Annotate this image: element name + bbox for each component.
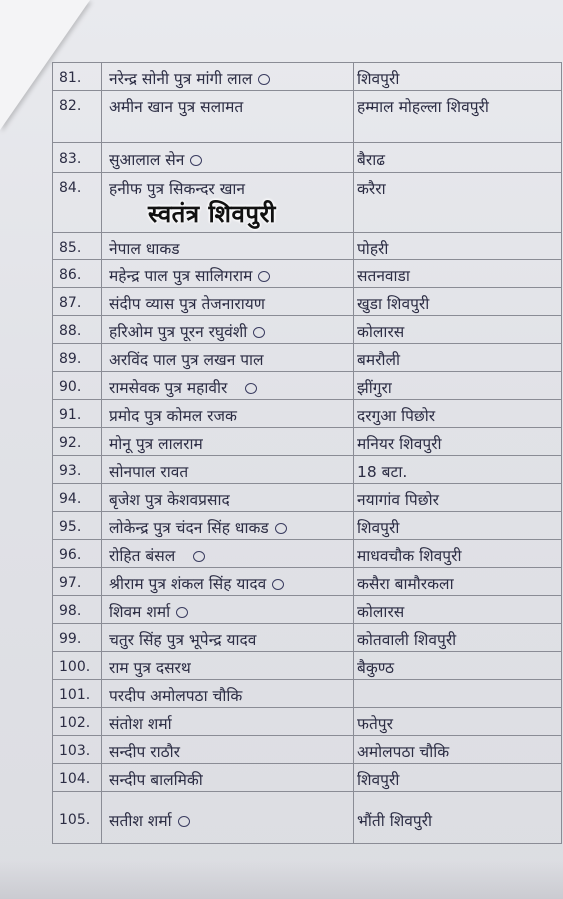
column-divider xyxy=(353,63,354,90)
serial-number: 85. xyxy=(59,240,82,256)
hand-drawn-circle-mark xyxy=(275,523,287,534)
person-name-text: हरिओम पुत्र पूरन रघुवंशी xyxy=(109,323,248,341)
person-name-text: हनीफ पुत्र सिकन्दर खान xyxy=(109,180,245,198)
table-row xyxy=(53,343,561,371)
person-name xyxy=(109,809,190,831)
serial-number: 91. xyxy=(59,407,82,423)
column-divider xyxy=(101,372,102,399)
person-name-text: अरविंद पाल पुत्र लखन पाल xyxy=(109,351,264,369)
person-name xyxy=(109,95,243,117)
place-name: शिवपुरी xyxy=(357,519,400,537)
person-name xyxy=(109,237,180,259)
table-row xyxy=(53,455,561,483)
column-divider xyxy=(101,736,102,763)
column-divider xyxy=(101,764,102,791)
column-divider xyxy=(353,624,354,651)
serial-number: 89. xyxy=(59,351,82,367)
column-divider xyxy=(101,91,102,142)
table-row xyxy=(53,427,561,455)
column-divider xyxy=(353,344,354,371)
column-divider xyxy=(101,63,102,90)
column-divider xyxy=(353,568,354,595)
table-row xyxy=(53,511,561,539)
serial-number: 81. xyxy=(59,70,82,86)
column-divider xyxy=(353,708,354,735)
table-row xyxy=(53,707,561,735)
column-divider xyxy=(101,288,102,315)
person-name-text: शिवम शर्मा xyxy=(109,603,171,621)
column-divider xyxy=(353,652,354,679)
person-name-text: महेन्द्र पाल पुत्र सालिगराम xyxy=(109,267,253,285)
column-divider xyxy=(353,484,354,511)
person-name-text: नरेन्द्र सोनी पुत्र मांगी लाल xyxy=(109,70,253,88)
column-divider xyxy=(353,260,354,287)
person-name xyxy=(109,376,257,398)
person-name-text: परदीप अमोलपठा चौकि xyxy=(109,687,243,705)
column-divider xyxy=(353,736,354,763)
serial-number: 101. xyxy=(59,687,91,703)
column-divider xyxy=(101,316,102,343)
hand-drawn-circle-mark xyxy=(258,271,270,282)
table-row xyxy=(53,232,561,259)
column-divider xyxy=(101,568,102,595)
person-name xyxy=(109,264,270,286)
column-divider xyxy=(101,484,102,511)
table-row xyxy=(53,567,561,595)
person-name xyxy=(109,67,270,89)
place-name: झींगुरा xyxy=(357,379,392,397)
table-row xyxy=(53,142,561,172)
table-row xyxy=(53,483,561,511)
place-name: नयागांव पिछोर xyxy=(357,491,439,509)
column-divider xyxy=(101,456,102,483)
person-name xyxy=(109,656,191,678)
person-name-text: श्रीराम पुत्र शंकल सिंह यादव xyxy=(109,575,267,593)
place-name: फतेपुर xyxy=(357,715,393,733)
place-name: कोलारस xyxy=(357,603,405,621)
column-divider xyxy=(353,288,354,315)
serial-number: 104. xyxy=(59,771,91,787)
place-name: पोहरी xyxy=(357,240,389,258)
place-name: बैराढ xyxy=(357,151,385,169)
serial-number: 93. xyxy=(59,463,82,479)
serial-number: 97. xyxy=(59,575,82,591)
place-name: भौंती शिवपुरी xyxy=(357,812,433,830)
place-name: अमोलपठा चौकि xyxy=(357,743,450,761)
person-name xyxy=(109,516,287,538)
serial-number: 86. xyxy=(59,267,82,283)
table-row xyxy=(53,172,561,232)
column-divider xyxy=(353,512,354,539)
person-name xyxy=(109,740,180,762)
person-name-text: रामसेवक पुत्र महावीर xyxy=(109,379,228,397)
place-name: माधवचौक शिवपुरी xyxy=(357,547,462,565)
serial-number: 98. xyxy=(59,603,82,619)
place-name: कोलारस xyxy=(357,323,405,341)
person-name-text: बृजेश पुत्र केशवप्रसाद xyxy=(109,491,230,509)
column-divider xyxy=(353,680,354,707)
column-divider xyxy=(101,260,102,287)
person-name xyxy=(109,768,203,790)
person-name xyxy=(109,712,172,734)
hand-drawn-circle-mark xyxy=(245,383,257,394)
column-divider xyxy=(353,792,354,843)
serial-number: 82. xyxy=(59,98,82,114)
person-name-text: प्रमोद पुत्र कोमल रजक xyxy=(109,407,237,425)
table-row xyxy=(53,595,561,623)
serial-number: 94. xyxy=(59,491,82,507)
column-divider xyxy=(101,596,102,623)
person-name-text: सन्दीप बालमिकी xyxy=(109,771,203,789)
table-row xyxy=(53,62,561,90)
person-name xyxy=(109,148,202,170)
place-name: बमरौली xyxy=(357,351,400,369)
place-name: शिवपुरी xyxy=(357,70,400,88)
serial-number: 90. xyxy=(59,379,82,395)
serial-number: 100. xyxy=(59,659,91,675)
table-row xyxy=(53,371,561,399)
person-name-text: सन्दीप राठौर xyxy=(109,743,180,761)
column-divider xyxy=(101,792,102,843)
person-name xyxy=(109,320,265,342)
person-name xyxy=(109,432,203,454)
column-divider xyxy=(353,764,354,791)
table-row xyxy=(53,315,561,343)
person-name-text: नेपाल धाकड xyxy=(109,240,180,258)
place-name: मनियर शिवपुरी xyxy=(357,435,442,453)
column-divider xyxy=(353,372,354,399)
place-name: करैरा xyxy=(357,180,386,198)
table-row xyxy=(53,539,561,567)
person-name-text: रोहित बंसल xyxy=(109,547,176,565)
person-name-text: मोनू पुत्र लालराम xyxy=(109,435,203,453)
place-name: खुडा शिवपुरी xyxy=(357,295,430,313)
column-divider xyxy=(101,540,102,567)
place-name: सतनवाडा xyxy=(357,267,410,285)
newspaper-watermark-title: स्वतंत्र शिवपुरी xyxy=(148,199,277,228)
hand-drawn-circle-mark xyxy=(272,579,284,590)
person-name xyxy=(109,488,230,510)
hand-drawn-circle-mark xyxy=(253,327,265,338)
person-name xyxy=(109,544,205,566)
table-row xyxy=(53,399,561,427)
place-name: 18 बटा. xyxy=(357,463,408,481)
serial-number: 99. xyxy=(59,631,82,647)
column-divider xyxy=(353,428,354,455)
table-row xyxy=(53,259,561,287)
hand-drawn-circle-mark xyxy=(176,607,188,618)
column-divider xyxy=(101,344,102,371)
person-name xyxy=(109,572,284,594)
bottom-shadow xyxy=(0,860,563,899)
column-divider xyxy=(101,652,102,679)
column-divider xyxy=(353,456,354,483)
person-name xyxy=(109,348,264,370)
serial-number: 83. xyxy=(59,151,82,167)
hand-drawn-circle-mark xyxy=(178,816,190,827)
serial-number: 84. xyxy=(59,180,82,196)
serial-number: 95. xyxy=(59,519,82,535)
serial-number: 92. xyxy=(59,435,82,451)
column-divider xyxy=(101,708,102,735)
person-name-text: राम पुत्र दसरथ xyxy=(109,659,191,677)
person-name xyxy=(109,684,242,706)
person-name xyxy=(109,628,256,650)
person-name xyxy=(109,292,265,314)
place-name: शिवपुरी xyxy=(357,771,400,789)
table-row xyxy=(53,90,561,142)
person-name xyxy=(109,600,188,622)
person-name-text: चतुर सिंह पुत्र भूपेन्द्र यादव xyxy=(109,631,257,649)
column-divider xyxy=(353,91,354,142)
hand-drawn-circle-mark xyxy=(258,74,270,85)
table-row xyxy=(53,763,561,791)
column-divider xyxy=(101,624,102,651)
place-name: बैकुण्ठ xyxy=(357,659,394,677)
place-name: कसैरा बामौरकला xyxy=(357,575,454,593)
column-divider xyxy=(101,233,102,259)
column-divider xyxy=(101,400,102,427)
column-divider xyxy=(353,400,354,427)
person-name xyxy=(109,460,188,482)
column-divider xyxy=(101,173,102,232)
person-name xyxy=(109,177,245,199)
names-table xyxy=(52,62,562,844)
place-name: दरगुआ पिछोर xyxy=(357,407,436,425)
column-divider xyxy=(101,680,102,707)
column-divider xyxy=(353,316,354,343)
column-divider xyxy=(101,428,102,455)
person-name-text: लोकेन्द्र पुत्र चंदन सिंह धाकड xyxy=(109,519,269,537)
column-divider xyxy=(353,596,354,623)
person-name-text: अमीन खान पुत्र सलामत xyxy=(109,98,244,116)
hand-drawn-circle-mark xyxy=(190,155,202,166)
person-name xyxy=(109,404,237,426)
serial-number: 102. xyxy=(59,715,91,731)
column-divider xyxy=(353,233,354,259)
serial-number: 88. xyxy=(59,323,82,339)
table-row xyxy=(53,651,561,679)
column-divider xyxy=(101,512,102,539)
table-row xyxy=(53,791,561,844)
table-row xyxy=(53,679,561,707)
place-name: हम्माल मोहल्ला शिवपुरी xyxy=(357,98,489,116)
table-row xyxy=(53,735,561,763)
table-row xyxy=(53,623,561,651)
person-name-text: सोनपाल रावत xyxy=(109,463,189,481)
serial-number: 105. xyxy=(59,812,91,828)
column-divider xyxy=(101,143,102,172)
serial-number: 87. xyxy=(59,295,82,311)
hand-drawn-circle-mark xyxy=(193,551,205,562)
table-row xyxy=(53,287,561,315)
column-divider xyxy=(353,540,354,567)
serial-number: 103. xyxy=(59,743,91,759)
person-name-text: सुआलाल सेन xyxy=(109,151,185,169)
column-divider xyxy=(353,173,354,232)
person-name-text: संतोश शर्मा xyxy=(109,715,172,733)
column-divider xyxy=(353,143,354,172)
person-name-text: सतीश शर्मा xyxy=(109,812,172,830)
serial-number: 96. xyxy=(59,547,82,563)
person-name-text: संदीप व्यास पुत्र तेजनारायण xyxy=(109,295,265,313)
place-name: कोतवाली शिवपुरी xyxy=(357,631,457,649)
